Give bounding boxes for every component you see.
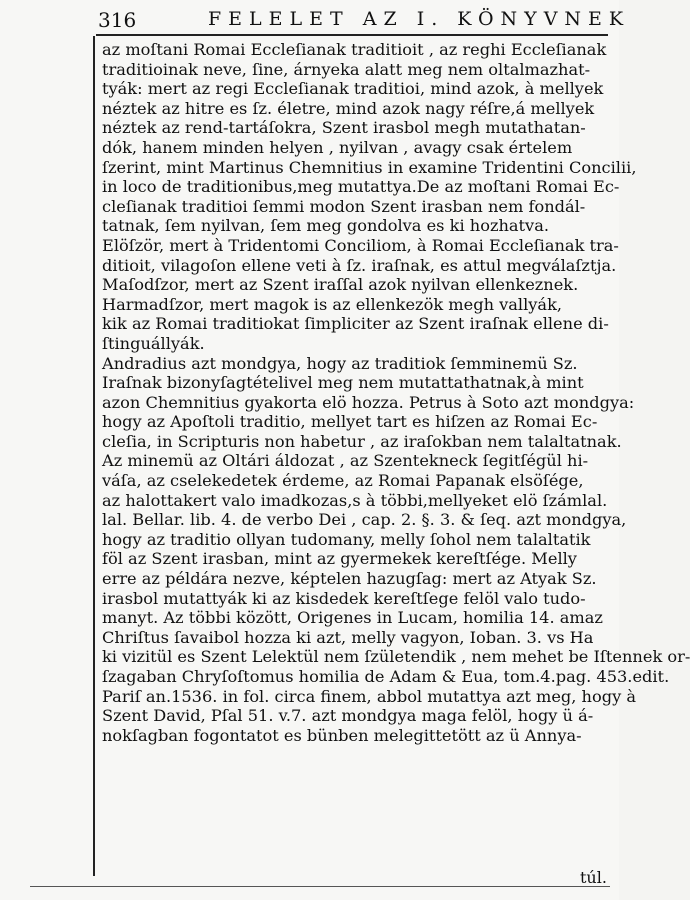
text-line: hogy az Apoſtoli traditio, mellyet tart es hiſzen az Romai Ec- [102,412,598,432]
text-line: cleſia, in Scripturis non habetur , az iraſokban nem talaltatnak. [102,431,622,451]
text-line: Iraſnak bizonyſagtételivel meg nem mutattathatnak,à mint [102,373,584,393]
text-line: tatnak, ſem nyilvan, ſem meg gondolva es ki hozhatva. [102,216,549,236]
bottom-rule [30,886,610,887]
text-line: föl az Szent irasban, mint az gyermekek kereſtſége. Melly [102,549,577,569]
text-line: lal. Bellar. lib. 4. de verbo Dei , cap. 2. §. 3. & ſeq. azt mondgya, [102,510,627,530]
text-line: váſa, az cselekedetek érdeme, az Romai Papanak elsöſége, [102,471,584,491]
text-line: Szent David, Pſal 51. v.7. azt mondgya maga felöl, hogy ü á- [102,706,594,726]
text-line: ſzagaban Chryſoſtomus homilia de Adam & Eua, tom.4.pag. 453.edit. [102,667,670,686]
text-line: azon Chemnitius gyakorta elö hozza. Petrus à Soto azt mondgya: [102,392,635,412]
text-line: Chriſtus ſavaibol hozza ki azt, melly vagyon, Ioban. 3. vs Ha [102,627,594,647]
page-header [96,6,631,34]
text-line: kik az Romai traditiokat ſimpliciter az Szent iraſnak ellene di- [102,314,609,334]
text-line: Maſodſzor, mert az Szent iraſſal azok nyilvan ellenkeznek. [102,275,579,295]
page-number: 316 [98,8,137,32]
text-line: Pariſ an.1536. in fol. circa finem, abbol mutattya azt meg, hogy à [102,686,637,706]
text-line: traditioinak neve, ſine, árnyeka alatt meg nem oltalmazhat- [102,59,591,79]
text-line: Andradius azt mondgya, hogy az traditiok ſemminemü Sz. [102,353,578,373]
running-title: FELELET AZ I. KÖNYVNEK [208,8,631,30]
text-line: tyák: mert az regi Eccleſianak traditioi, mind azok, à mellyek [102,79,604,99]
text-line: irasbol mutattyák ki az kisdedek kereſtſege felöl valo tudo- [102,588,586,608]
text-line: ſtinguállyák. [102,333,205,353]
text-line: Harmadſzor, mert magok is az ellenkezök megh vallyák, [102,294,563,314]
left-rule [93,36,95,876]
text-line: dók, hanem minden helyen , nyilvan , avagy csak értelem [102,137,573,157]
text-line: manyt. Az többi között, Origenes in Lucam, homilia 14. amaz [102,608,603,628]
text-line: az moſtani Romai Eccleſianak traditioit , az reghi Eccleſianak [102,40,607,59]
text-line: néztek az rend-tartáſokra, Szent irasbol megh mutathatan- [102,118,586,138]
text-line: in loco de traditionibus,meg mutattya.De az moſtani Romai Ec- [102,177,620,197]
text-line: ditioit, vilagoſon ellene veti à ſz. iraſnak, es attul megválaſztja. [102,255,617,275]
text-line: Elöſzör, mert à Tridentomi Conciliom, à Romai Eccleſianak tra- [102,235,619,255]
top-rule [96,34,608,36]
catchword: túl. [580,868,607,887]
text-line: ſzerint, mint Martinus Chemnitius in examine Tridentini Concilii, [102,157,637,177]
text-line: Az minemü az Oltári áldozat , az Szentekneck ſegitſégül hi- [102,451,589,471]
body-text [102,40,690,745]
text-line: ki vizitül es Szent Lelektül nem ſzületendik , nem mehet be Iſtennek or- [102,647,690,667]
text-line: az halottakert valo imadkozas,s à többi,mellyeket elö ſzámlal. [102,490,608,510]
text-line: cleſianak traditioi ſemmi modon Szent irasban nem fondál- [102,196,586,216]
text-line: nokſagban fogontatot es bünben melegittetött az ü Annya- [102,725,582,745]
text-line: hogy az traditio ollyan tudomany, melly ſohol nem talaltatik [102,529,591,549]
text-line: néztek az hitre es ſz. életre, mind azok nagy réſre,á mellyek [102,98,595,118]
text-line: erre az példára nezve, képtelen hazugſag: mert az Atyak Sz. [102,569,597,589]
